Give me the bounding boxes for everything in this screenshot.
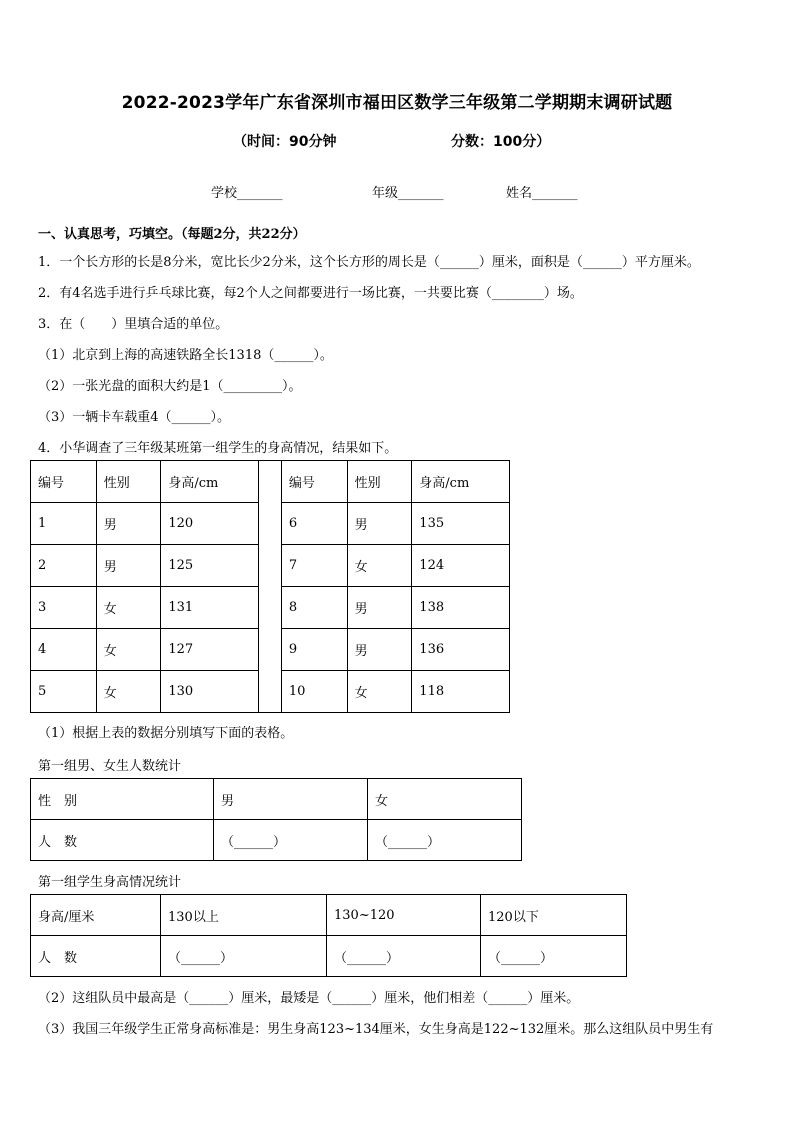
question-4-2: （2）这组队员中最高是（______）厘米，最矮是（______）厘米，他们相差（______）厘米。: [38, 991, 580, 1006]
answer-blank[interactable]: （______）: [368, 820, 522, 861]
answer-blank[interactable]: （______）: [214, 820, 368, 861]
table-cell: 5: [31, 671, 97, 713]
table-cell: 120以下: [481, 895, 627, 936]
table-cell: 2: [31, 545, 97, 587]
height-stat-table: [30, 894, 627, 977]
table-cell: 女: [96, 629, 161, 671]
question-4-3: （3）我国三年级学生正常身高标准是：男生身高123~134厘米，女生身高是122~132厘米。那么这组队员中男生有: [38, 1022, 714, 1037]
page-title: 2022-2023学年广东省深圳市福田区数学三年级第二学期期末调研试题: [121, 93, 673, 113]
question-1: 1．一个长方形的长是8分米，宽比长少2分米，这个长方形的周长是（______）厘米，面积是（______）平方厘米。: [38, 255, 700, 270]
question-3-2: （2）一张光盘的面积大约是1（_________）。: [38, 379, 302, 394]
table-cell: 135: [412, 503, 510, 545]
table-cell: 130: [161, 671, 259, 713]
table-cell: 人 数: [31, 820, 214, 861]
table-cell: 118: [412, 671, 510, 713]
section-heading: 一、认真思考，巧填空。（每题2分，共22分）: [38, 227, 306, 242]
table-cell: 136: [412, 629, 510, 671]
table-cell: 男: [347, 587, 412, 629]
table-cell: 7: [281, 545, 347, 587]
table-row: [31, 895, 627, 936]
table-cell: 4: [31, 629, 97, 671]
answer-blank[interactable]: （______）: [161, 936, 327, 977]
table-cell: 130~120: [327, 895, 481, 936]
table-cell: 身高/厘米: [31, 895, 161, 936]
table-cell: 3: [31, 587, 97, 629]
table-header-cell: 性别: [347, 461, 412, 503]
table-cell: 男: [347, 503, 412, 545]
table-header-cell: 编号: [281, 461, 347, 503]
question-2: 2．有4名选手进行乒乓球比赛，每2个人之间都要进行一场比赛，一共要比赛（________）场。: [38, 286, 583, 301]
answer-blank[interactable]: （______）: [327, 936, 481, 977]
table-cell: 125: [161, 545, 259, 587]
question-3-3: （3）一辆卡车载重4（______）。: [38, 410, 231, 425]
exam-time: （时间：90分钟: [233, 134, 337, 150]
table-row: [31, 779, 522, 820]
table-cell: 男: [96, 545, 161, 587]
table-header-cell: 编号: [31, 461, 97, 503]
height-data-table: [30, 460, 510, 713]
table-row: [31, 461, 510, 503]
table-cell: 性 别: [31, 779, 214, 820]
table-cell: 9: [281, 629, 347, 671]
table-cell: 男: [96, 503, 161, 545]
question-4: 4．小华调查了三年级某班第一组学生的身高情况，结果如下。: [38, 441, 398, 456]
table-cell: 男: [214, 779, 368, 820]
table-cell: 女: [96, 671, 161, 713]
table-cell: 6: [281, 503, 347, 545]
table-cell: 女: [368, 779, 522, 820]
table-header-cell: 身高/cm: [161, 461, 259, 503]
question-3-1: （1）北京到上海的高速铁路全长1318（______）。: [38, 348, 333, 363]
gender-count-table: [30, 778, 522, 861]
table-row: [31, 936, 627, 977]
table-divider: [259, 461, 282, 713]
grade-field: 年级_______: [372, 186, 444, 201]
table-header-cell: 性别: [96, 461, 161, 503]
table-cell: 男: [347, 629, 412, 671]
school-field: 学校_______: [211, 186, 283, 201]
table-header-cell: 身高/cm: [412, 461, 510, 503]
exam-score: 分数：100分）: [451, 134, 551, 150]
table-cell: 10: [281, 671, 347, 713]
table-cell: 人 数: [31, 936, 161, 977]
question-4-1: （1）根据上表的数据分别填写下面的表格。: [38, 726, 294, 741]
height-stat-caption: 第一组学生身高情况统计: [38, 875, 182, 890]
table-cell: 131: [161, 587, 259, 629]
name-field: 姓名_______: [506, 186, 578, 201]
question-3: 3．在（ ）里填合适的单位。: [38, 317, 229, 332]
table-cell: 120: [161, 503, 259, 545]
table-cell: 女: [347, 671, 412, 713]
table-cell: 女: [347, 545, 412, 587]
table-cell: 8: [281, 587, 347, 629]
table-row: [31, 820, 522, 861]
table-cell: 138: [412, 587, 510, 629]
answer-blank[interactable]: （______）: [481, 936, 627, 977]
table-cell: 130以上: [161, 895, 327, 936]
table-cell: 124: [412, 545, 510, 587]
table-cell: 127: [161, 629, 259, 671]
table-cell: 女: [96, 587, 161, 629]
table-cell: 1: [31, 503, 97, 545]
gender-table-caption: 第一组男、女生人数统计: [38, 759, 182, 774]
